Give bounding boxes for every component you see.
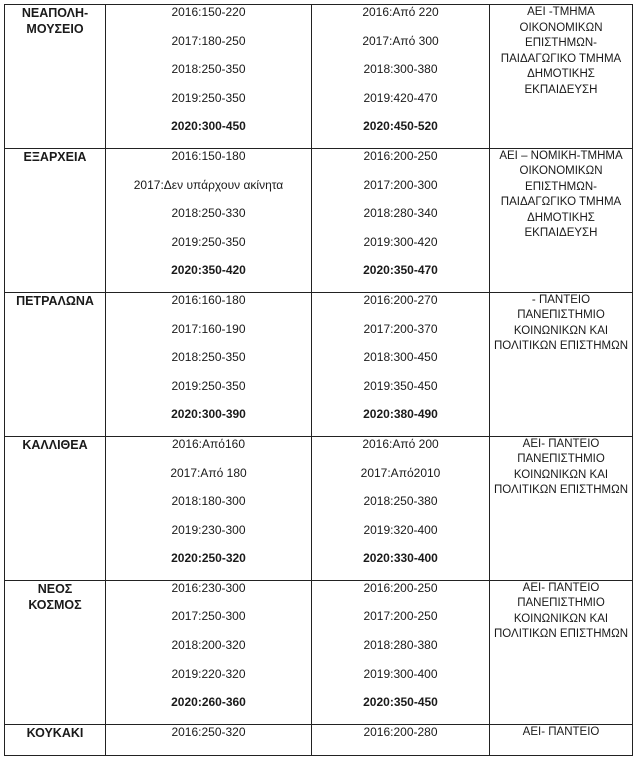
table-row (5, 580, 633, 724)
price-line: 2020:350-450 (363, 695, 438, 710)
price-line: 2019:420-470 (363, 90, 438, 105)
price-line: 2019:220-320 (171, 666, 246, 681)
area-name-cell: ΝΕΟΣ ΚΟΣΜΟΣ (5, 580, 106, 724)
table-row (5, 292, 633, 436)
price-line: 2019:320-400 (363, 522, 438, 537)
price-line: 2020:250-320 (171, 551, 246, 566)
price-line: 2016:200-250 (363, 148, 438, 163)
price-line: 2018:300-380 (363, 62, 438, 77)
price-line: 2017:Από2010 (360, 465, 441, 480)
price-line: 2016:200-280 (363, 724, 438, 739)
price-line: 2019:250-350 (171, 90, 246, 105)
price-line: 2017:200-370 (363, 321, 438, 336)
university-cell: ΑΕΙ – ΝΟΜΙΚΗ-ΤΜΗΜΑ ΟΙΚΟΝΟΜΙΚΩΝ ΕΠΙΣΤΗΜΩΝ- ΠΑΙΔΑΓΩΓΙΚΟ ΤΜΗΜΑ ΔΗΜΟΤΙΚΗΣ ΕΚΠΑΙΔΕΥΣΗ (490, 148, 633, 292)
price-line: 2017:Από 300 (362, 33, 439, 48)
price-range-cell-alt (312, 580, 490, 724)
price-line: 2017:Από 180 (170, 465, 247, 480)
price-range-cell-alt (312, 5, 490, 149)
university-cell: - ΠΑΝΤΕΙΟ ΠΑΝΕΠΙΣΤΗΜΙΟ ΚΟΙΝΩΝΙΚΩΝ ΚΑΙ ΠΟΛΙΤΙΚΩΝ ΕΠΙΣΤΗΜΩΝ (490, 292, 633, 436)
price-line: 2016:Από160 (171, 436, 245, 451)
price-line: 2020:350-470 (363, 263, 438, 278)
price-range-cell (106, 5, 312, 149)
table-row (5, 5, 633, 149)
price-range-cell (106, 148, 312, 292)
area-name-cell: ΝΕΑΠΟΛΗ- ΜΟΥΣΕΙΟ (5, 5, 106, 149)
price-line: 2019:250-350 (171, 378, 246, 393)
price-range-cell (106, 292, 312, 436)
price-line: 2019:230-300 (171, 522, 246, 537)
price-line: 2016:Από 200 (362, 436, 439, 451)
price-line: 2020:380-490 (363, 407, 438, 422)
price-line: 2016:230-300 (171, 580, 246, 595)
price-line: 2020:350-420 (171, 263, 246, 278)
area-name-cell: ΚΟΥΚΑΚΙ (5, 724, 106, 755)
rent-price-table (4, 4, 633, 756)
price-range-cell-alt (312, 436, 490, 580)
price-line: 2017:200-250 (363, 609, 438, 624)
price-line: 2020:330-400 (363, 551, 438, 566)
price-line: 2017:160-190 (171, 321, 246, 336)
table-body (5, 5, 633, 756)
area-name-cell: ΚΑΛΛΙΘΕΑ (5, 436, 106, 580)
price-line: 2018:300-450 (363, 350, 438, 365)
price-line: 2018:200-320 (171, 638, 246, 653)
price-line: 2018:180-300 (171, 494, 246, 509)
price-line: 2016:200-250 (363, 580, 438, 595)
university-cell: ΑΕΙ- ΠΑΝΤΕΙΟ ΠΑΝΕΠΙΣΤΗΜΙΟ ΚΟΙΝΩΝΙΚΩΝ ΚΑΙ ΠΟΛΙΤΙΚΩΝ ΕΠΙΣΤΗΜΩΝ (490, 580, 633, 724)
price-line: 2016:150-180 (171, 148, 246, 163)
price-line: 2018:280-340 (363, 206, 438, 221)
table-row (5, 724, 633, 755)
price-line: 2017:Δεν υπάρχουν ακίνητα (133, 177, 284, 192)
price-line: 2018:280-380 (363, 638, 438, 653)
price-line: 2016:Από 220 (362, 5, 439, 19)
price-line: 2020:450-520 (363, 119, 438, 134)
price-range-cell-alt (312, 148, 490, 292)
price-line: 2018:250-330 (171, 206, 246, 221)
price-line: 2020:260-360 (171, 695, 246, 710)
price-line: 2019:250-350 (171, 234, 246, 249)
price-line: 2017:200-300 (363, 177, 438, 192)
price-line: 2016:160-180 (171, 292, 246, 307)
area-name-cell: ΕΞΑΡΧΕΙΑ (5, 148, 106, 292)
price-line: 2020:300-450 (171, 119, 246, 134)
price-line: 2019:350-450 (363, 378, 438, 393)
price-range-cell-alt (312, 292, 490, 436)
price-line: 2020:300-390 (171, 407, 246, 422)
area-name-cell: ΠΕΤΡΑΛΩΝΑ (5, 292, 106, 436)
price-range-cell (106, 436, 312, 580)
price-range-cell (106, 580, 312, 724)
table-row (5, 436, 633, 580)
price-line: 2016:200-270 (363, 292, 438, 307)
price-line: 2019:300-400 (363, 666, 438, 681)
price-line: 2018:250-380 (363, 494, 438, 509)
university-cell: ΑΕΙ- ΠΑΝΤΕΙΟ (490, 724, 633, 755)
price-line: 2018:250-350 (171, 62, 246, 77)
price-range-cell (106, 724, 312, 755)
table-row (5, 148, 633, 292)
price-line: 2016:150-220 (171, 5, 246, 19)
price-line: 2017:250-300 (171, 609, 246, 624)
price-line: 2019:300-420 (363, 234, 438, 249)
university-cell: ΑΕΙ- ΠΑΝΤΕΙΟ ΠΑΝΕΠΙΣΤΗΜΙΟ ΚΟΙΝΩΝΙΚΩΝ ΚΑΙ ΠΟΛΙΤΙΚΩΝ ΕΠΙΣΤΗΜΩΝ (490, 436, 633, 580)
price-line: 2018:250-350 (171, 350, 246, 365)
price-range-cell-alt (312, 724, 490, 755)
price-line: 2016:250-320 (171, 724, 246, 739)
price-line: 2017:180-250 (171, 33, 246, 48)
university-cell: ΑΕΙ -ΤΜΗΜΑ ΟΙΚΟΝΟΜΙΚΩΝ ΕΠΙΣΤΗΜΩΝ- ΠΑΙΔΑΓΩΓΙΚΟ ΤΜΗΜΑ ΔΗΜΟΤΙΚΗΣ ΕΚΠΑΙΔΕΥΣΗ (490, 5, 633, 149)
